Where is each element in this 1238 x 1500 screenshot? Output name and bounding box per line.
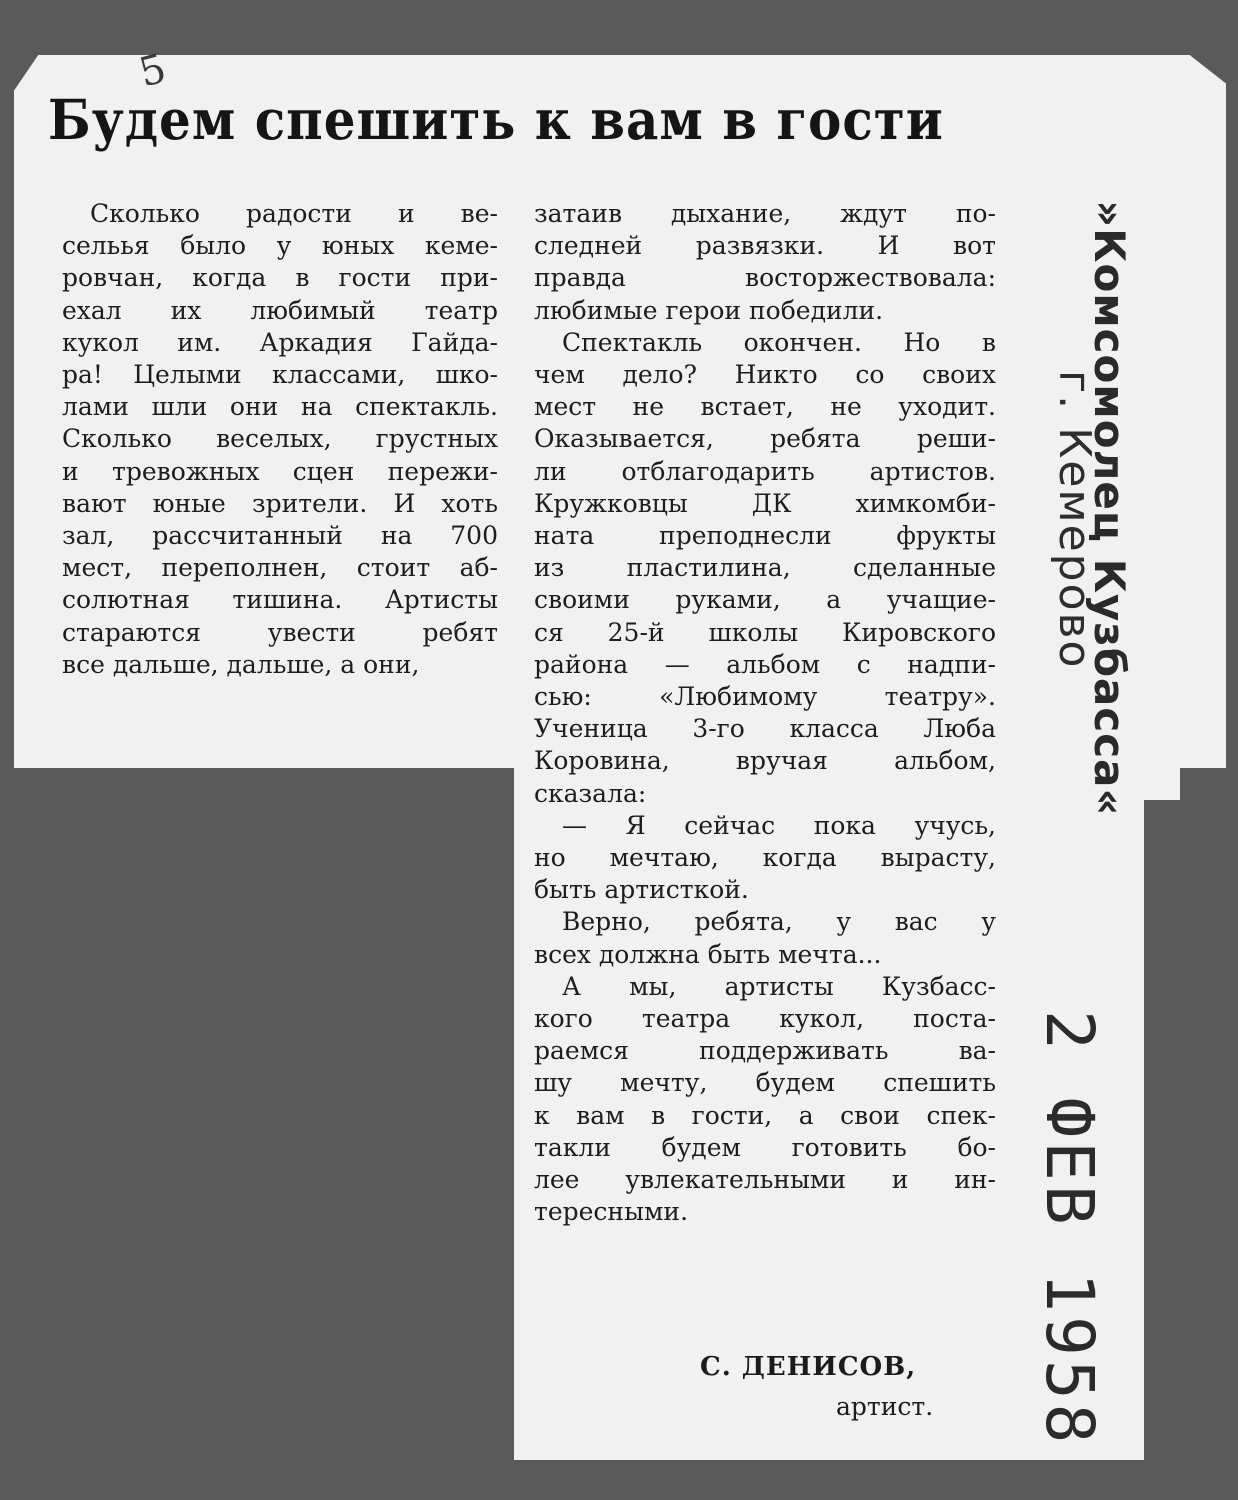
clipping-strip (1140, 760, 1180, 800)
text-line: кого театра кукол, поста- (534, 1004, 996, 1034)
text-line: шу мечту, будем спешить (534, 1068, 996, 1098)
author-name: С. ДЕНИСОВ, (700, 1352, 917, 1382)
date-stamp: 2 ФЕВ 1958 (1031, 1010, 1108, 1448)
text-line: зал, рассчитанный на 700 (62, 521, 498, 551)
text-line: ся 25-й школы Кировского (534, 617, 996, 647)
text-line: быть артисткой. (534, 875, 749, 905)
text-line: Сколько радости и ве- (90, 199, 498, 228)
text-line: Ученица 3-го класса Люба (534, 714, 996, 744)
text-line: А мы, артисты Кузбасс- (562, 971, 996, 1001)
text-line: любимые герои победили. (534, 295, 884, 325)
text-line: из пластилина, сделанные (534, 553, 996, 583)
article-column-right (534, 198, 996, 1229)
text-line: — Я сейчас пока учусь, (562, 810, 996, 840)
text-line: Сколько веселых, грустных (62, 424, 498, 454)
text-line: Спектакль окончен. Но в (562, 327, 996, 357)
text-line: мест не встает, не уходит. (534, 392, 996, 422)
paragraph (534, 971, 996, 1229)
text-line: ната преподнесли фрукты (534, 521, 996, 551)
text-line: лее увлекательными и ин- (534, 1165, 996, 1195)
newspaper-stamp: »Комсомолец Кузбасса« (1085, 200, 1134, 817)
text-line: следней развязки. И вот (534, 231, 996, 261)
text-line: кукол им. Аркадия Гайда- (62, 327, 498, 357)
paragraph (534, 810, 996, 907)
text-line: к вам в гости, а свои спек- (534, 1100, 996, 1130)
text-line: правда восторжествовала: (534, 263, 996, 293)
text-line: района — альбом с надпи- (534, 649, 996, 679)
text-line: и тревожных сцен пережи- (62, 456, 498, 486)
text-line: раемся поддерживать ва- (534, 1036, 996, 1066)
text-line: мест, переполнен, стоит аб- (62, 553, 498, 583)
article-column-left (62, 198, 498, 681)
text-line: все дальше, дальше, а они, (62, 649, 420, 679)
text-line: сью: «Любимому театру». (534, 682, 996, 712)
text-line: ра! Целыми классами, шко- (62, 360, 498, 390)
paragraph (534, 327, 996, 810)
text-line: сказала: (534, 778, 647, 808)
text-line: своими руками, а учащие- (534, 585, 996, 615)
text-line: сельья было у юных кеме- (62, 231, 498, 261)
text-line: Кружковцы ДК химкомби- (534, 488, 996, 518)
text-line: ли отблагодарить артистов. (534, 456, 996, 486)
text-line: ехал их любимый театр (62, 295, 498, 325)
text-line: Верно, ребята, у вас у (562, 907, 996, 937)
text-line: стараются увести ребят (62, 617, 498, 647)
text-line: тересными. (534, 1197, 689, 1227)
text-line: солютная тишина. Артисты (62, 585, 498, 615)
author-role: артист. (836, 1392, 934, 1421)
text-line: такли будем готовить бо- (534, 1132, 996, 1162)
text-line: ровчан, когда в гости при- (62, 263, 498, 293)
city-stamp: г. Кемерово (1049, 370, 1100, 670)
handwritten-mark: 5 (134, 45, 171, 97)
text-line: но мечтаю, когда вырасту, (534, 843, 996, 873)
text-line: всех должна быть мечта... (534, 939, 882, 969)
text-line: лами шли они на спектакль. (62, 392, 498, 422)
text-line: вают юные зрители. И хоть (62, 488, 498, 518)
text-line: Оказывается, ребята реши- (534, 424, 996, 454)
paragraph (62, 198, 498, 681)
text-line: затаив дыхание, ждут по- (534, 199, 996, 228)
paragraph (534, 198, 996, 327)
paragraph (534, 906, 996, 970)
text-line: Коровина, вручая альбом, (534, 746, 996, 776)
text-line: чем дело? Никто со своих (534, 360, 996, 390)
article-headline: Будем спешить к вам в гости (48, 87, 944, 152)
